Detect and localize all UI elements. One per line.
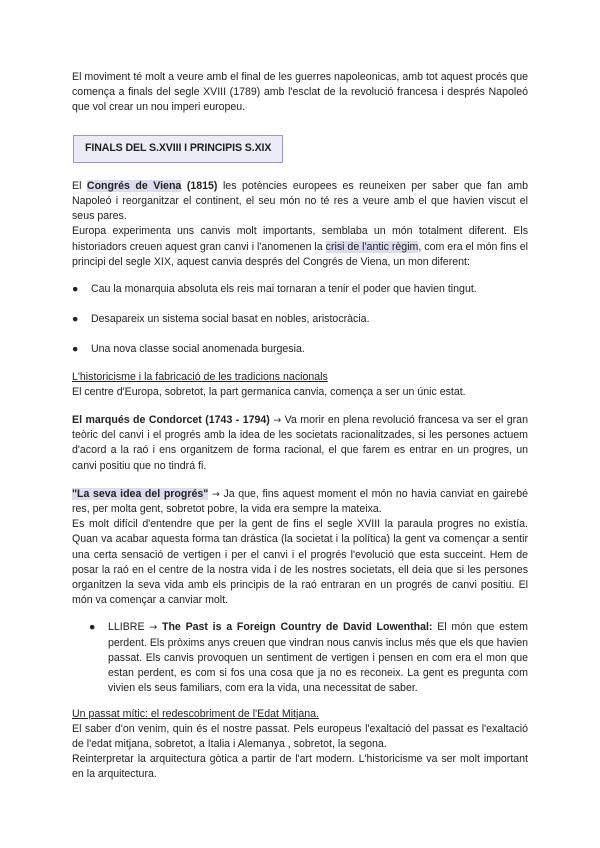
section-title: FINALS DEL S.XVIII I PRINCIPIS S.XIX: [85, 141, 272, 154]
list-item: ● Desapareix un sistema social basat en nobles, aristocràcia.: [72, 312, 528, 327]
arrow-icon: →: [273, 415, 282, 427]
congres-paragraph: El Congrés de Viena (1815) les potències europees es reuneixen per saber que fan amb Napoleó i reorganitzar el continent, el seu món no té res a veure amb el que havien viscut el seus pares.: [72, 179, 528, 223]
antic-regim-paragraph: Europa experimenta uns canvis molt importants, semblaba un món totalment diferent. Els historiadors creuen aquest gran canvi i l'anomenen la crisi de l'antic règim, com era el món fins el principi del segle XIX, aquest canvia després del Congrés de Viena, un mon diferent:: [72, 225, 529, 268]
book-title: The Past is a Foreign Country de David Lowenthal:: [161, 621, 433, 634]
arrow-icon: →: [149, 622, 158, 634]
bullet-icon: ●: [72, 283, 79, 296]
condorcet-term: El marqués de Condorcet (1743 - 1794): [72, 414, 270, 427]
book-bullet-list: [72, 620, 528, 696]
condorcet-paragraph: El marqués de Condorcet (1743 - 1794) → Va morir en plena revolució francesa va ser el gran teòric del canvi i el progrés amb la idea de les societats racionalitzades, si les persones actuem d'acord a la raó i ens organitzem de forma racional, el que farem es entrar en un progres, un canvi positiu que no tindrá fi.: [72, 414, 528, 472]
bullet-icon: ●: [72, 313, 79, 326]
congres-de-viena-term: Congrés de Viena: [86, 179, 182, 192]
list-item: ● Cau la monarquia absoluta els reis mai tornaran a tenir el poder que havien tingut.: [72, 282, 528, 297]
arrow-icon: →: [211, 488, 220, 500]
progres-paragraph: "La seva idea del progrés" → Ja que, fins aquest moment el món no havia canviat en gairebé res, per molta gent, sobretot pobre, la vida era sempre la mateixa.: [72, 487, 528, 516]
list-item: ● LLIBRE → The Past is a Foreign Country de David Lowenthal: El món que estem perdent. Els pròxims anys creuen que vindran nous canvis inclus més que els que havien passat. Els canvis provoquen un sentiment de vertigen i pensen en com era el mon que estan perdent, es com si fos una cosa que ja no es reconeix. La gent es pregunta com vivien els seus familiars, com era la vida, una necessitat de saber.: [89, 621, 529, 695]
progres-paragraph-2: Es molt difícil d'entendre que per la gent de fins el segle XVIII la paraula progres no existía. Quan va acabar aquesta forma tan drástica (la societat i la política) la gent va començar a sentir una certa sensació de vertigen i per el canvi i el progrés l'evolució que esta succeint. Hem de posar la raó en el centre de la nostra vida i de les nostres societats, ell deia que si les persones organitzen la seva vida amb els principis de la raó entraran en un progrés de canvi positiu. El món va començar a canviar molt.: [72, 518, 528, 607]
bullet-icon: ●: [72, 343, 79, 356]
document-page: [72, 70, 528, 783]
section-title-box: [73, 135, 283, 163]
progres-term: "La seva idea del progrés": [72, 487, 209, 500]
historicisme-paragraph: El centre d'Europa, sobretot, la part germanica canvia, comença a ser un únic estat.: [72, 385, 466, 398]
historicisme-heading: L'historicisme i la fabricació de les tradicions nacionals: [72, 370, 328, 383]
passat-paragraph-2: Reinterpretar la arquitectura gòtica a partir de l'art modern. L'historicisme va ser molt important en la arquitectura.: [72, 753, 528, 781]
changes-bullet-list: [72, 282, 528, 358]
list-item: ● Una nova classe social anomenada burgesia.: [72, 342, 528, 357]
intro-paragraph: El moviment té molt a veure amb el final de les guerres napoleonicas, amb tot aquest procés que comença a finals del segle XVIII (1789) amb l'esclat de la revolució francesa i després Napoleó que vol crear un nou imperi europeu.: [72, 71, 528, 114]
crisi-antic-regim-term: crisi de l'antic règim: [325, 240, 419, 253]
passat-paragraph-1: El saber d'on venim, quin és el nostre passat. Pels europeus l'exaltació del passat es l'exaltació de l'edat mitjana, sobretot, a Italia i Alemanya , sobretot, la segona.: [72, 722, 528, 750]
passat-heading: Un passat mític: el redescobriment de l'Edat Mitjana.: [72, 707, 319, 720]
bullet-icon: ●: [89, 621, 96, 634]
